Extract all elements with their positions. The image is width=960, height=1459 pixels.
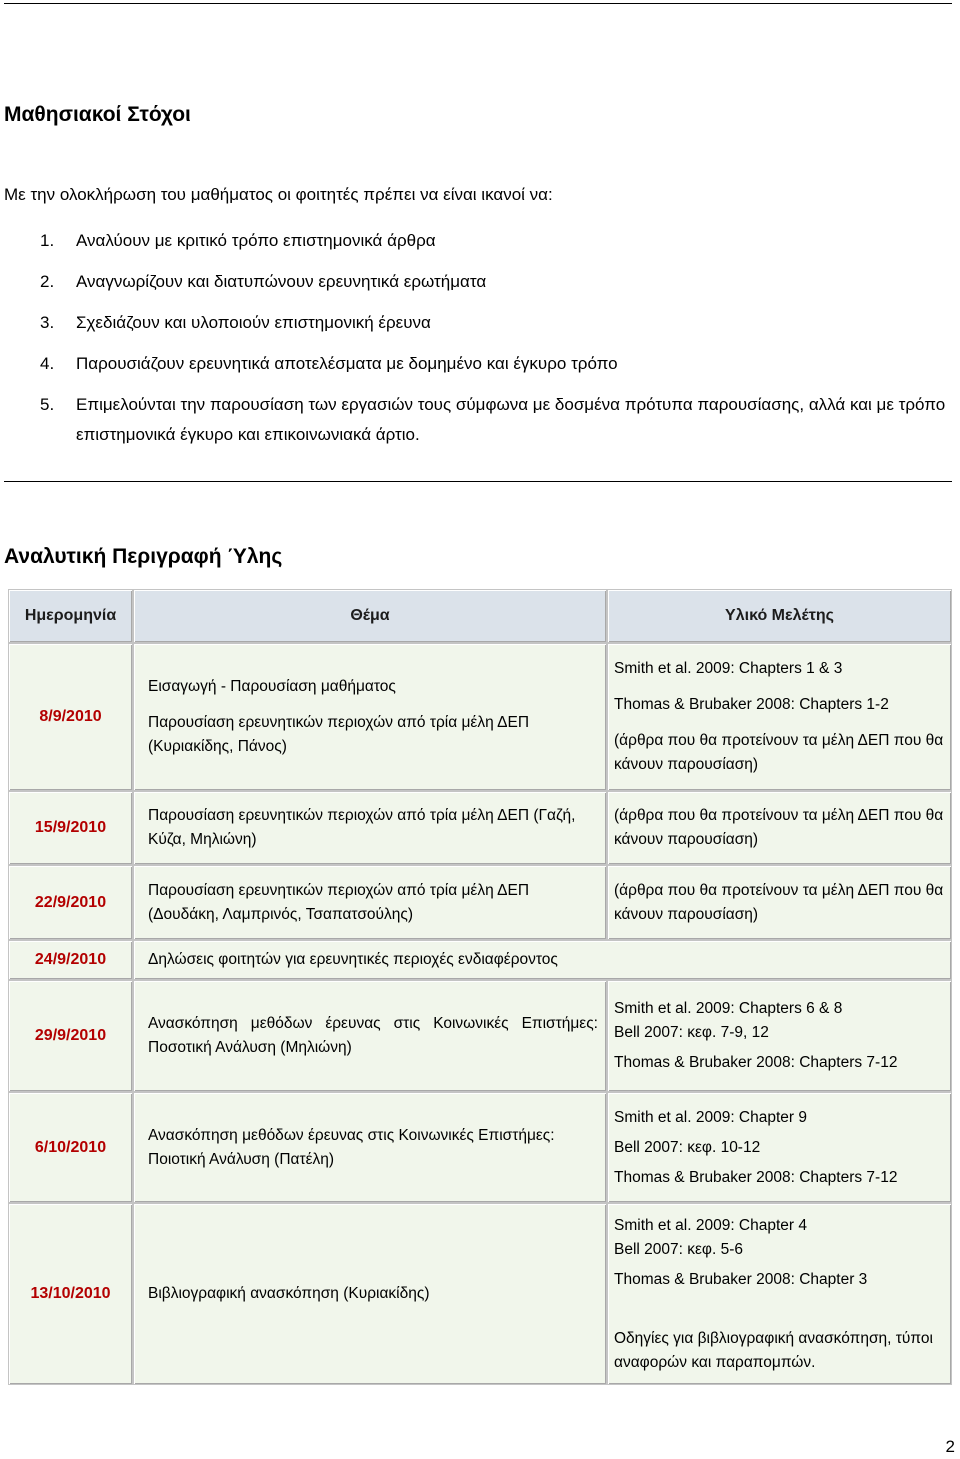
objectives-title: Μαθησιακοί Στόχοι	[4, 103, 191, 126]
row-topic: Βιβλιογραφική ανασκόπηση (Κυριακίδης)	[133, 1203, 607, 1385]
table-row	[8, 865, 952, 940]
table-row	[8, 791, 952, 865]
list-item: 2. Αναγνωρίζουν και διατυπώνουν ερευνητικά ερωτήματα	[40, 272, 487, 291]
row-topic: Δηλώσεις φοιτητών για ερευνητικές περιοχές ενδιαφέροντος	[133, 940, 952, 980]
syllabus-title: Αναλυτική Περιγραφή Ύλης	[4, 545, 283, 568]
row-date: 6/10/2010	[8, 1092, 133, 1203]
row-date: 8/9/2010	[8, 643, 133, 791]
row-date: 13/10/2010	[8, 1203, 133, 1385]
row-topic: Παρουσίαση ερευνητικών περιοχών από τρία μέλη ΔΕΠ (Δουδάκη, Λαμπρινός, Τσαπατσούλης)	[133, 865, 607, 940]
syllabus-table	[8, 589, 952, 1385]
row-date: 22/9/2010	[8, 865, 133, 940]
row-material: (άρθρα που θα προτείνουν τα μέλη ΔΕΠ που θα κάνουν παρουσίαση)	[607, 791, 952, 865]
table-row	[8, 1203, 952, 1385]
row-material: Smith et al. 2009: Chapter 4 Bell 2007: κεφ. 5-6 Thomas & Brubaker 2008: Chapter 3 Οδηγίες για βιβλιογραφική ανασκόπηση, τύποι αναφορών και παραπομπών.	[607, 1203, 952, 1385]
list-item: 5. Επιμελούνται την παρουσίαση των εργασιών τους σύμφωνα με δοσμένα πρότυπα παρουσίασης, αλλά και με τρόπο επιστημονικά έγκυρο και επικοινωνιακά άρτιο.	[40, 395, 946, 444]
row-topic: Παρουσίαση ερευνητικών περιοχών από τρία μέλη ΔΕΠ (Γαζή, Κύζα, Μηλιώνη)	[133, 791, 607, 865]
top-rule	[4, 3, 952, 4]
header-material: Υλικό Μελέτης	[607, 589, 952, 643]
objectives-intro: Με την ολοκλήρωση του μαθήματος οι φοιτητές πρέπει να είναι ικανοί να:	[4, 185, 553, 204]
table-row	[8, 1092, 952, 1203]
list-item: 3. Σχεδιάζουν και υλοποιούν επιστημονική έρευνα	[40, 313, 431, 332]
table-row	[8, 643, 952, 791]
page-number: 2	[945, 1437, 955, 1456]
row-date: 15/9/2010	[8, 791, 133, 865]
row-topic: Εισαγωγή - Παρουσίαση μαθήματος Παρουσίαση ερευνητικών περιοχών από τρία μέλη ΔΕΠ (Κυριακίδης, Πάνος)	[133, 643, 607, 791]
row-topic: Ανασκόπηση μεθόδων έρευνας στις Κοινωνικές Επιστήμες: Ποιοτική Ανάλυση (Πατέλη)	[133, 1092, 607, 1203]
table-header-row	[8, 589, 952, 643]
table-row	[8, 980, 952, 1092]
row-material: Smith et al. 2009: Chapters 6 & 8 Bell 2007: κεφ. 7-9, 12 Thomas & Brubaker 2008: Chapters 7-12	[607, 980, 952, 1092]
header-topic: Θέμα	[133, 589, 607, 643]
objectives-list	[0, 226, 958, 450]
row-date: 29/9/2010	[8, 980, 133, 1092]
row-material: (άρθρα που θα προτείνουν τα μέλη ΔΕΠ που θα κάνουν παρουσίαση)	[607, 865, 952, 940]
row-material: Smith et al. 2009: Chapters 1 & 3 Thomas & Brubaker 2008: Chapters 1-2 (άρθρα που θα προτείνουν τα μέλη ΔΕΠ που θα κάνουν παρουσίαση)	[607, 643, 952, 791]
section-divider	[4, 481, 952, 482]
row-material: Smith et al. 2009: Chapter 9 Bell 2007: κεφ. 10-12 Thomas & Brubaker 2008: Chapters 7-12	[607, 1092, 952, 1203]
header-date: Ημερομηνία	[8, 589, 133, 643]
list-item: 4. Παρουσιάζουν ερευνητικά αποτελέσματα με δομημένο και έγκυρο τρόπο	[40, 354, 618, 373]
table-row	[8, 940, 952, 980]
row-topic: Ανασκόπηση μεθόδων έρευνας στις Κοινωνικές Επιστήμες: Ποσοτική Ανάλυση (Μηλιώνη)	[133, 980, 607, 1092]
row-date: 24/9/2010	[8, 940, 133, 980]
list-item: 1. Αναλύουν με κριτικό τρόπο επιστημονικά άρθρα	[40, 231, 436, 250]
